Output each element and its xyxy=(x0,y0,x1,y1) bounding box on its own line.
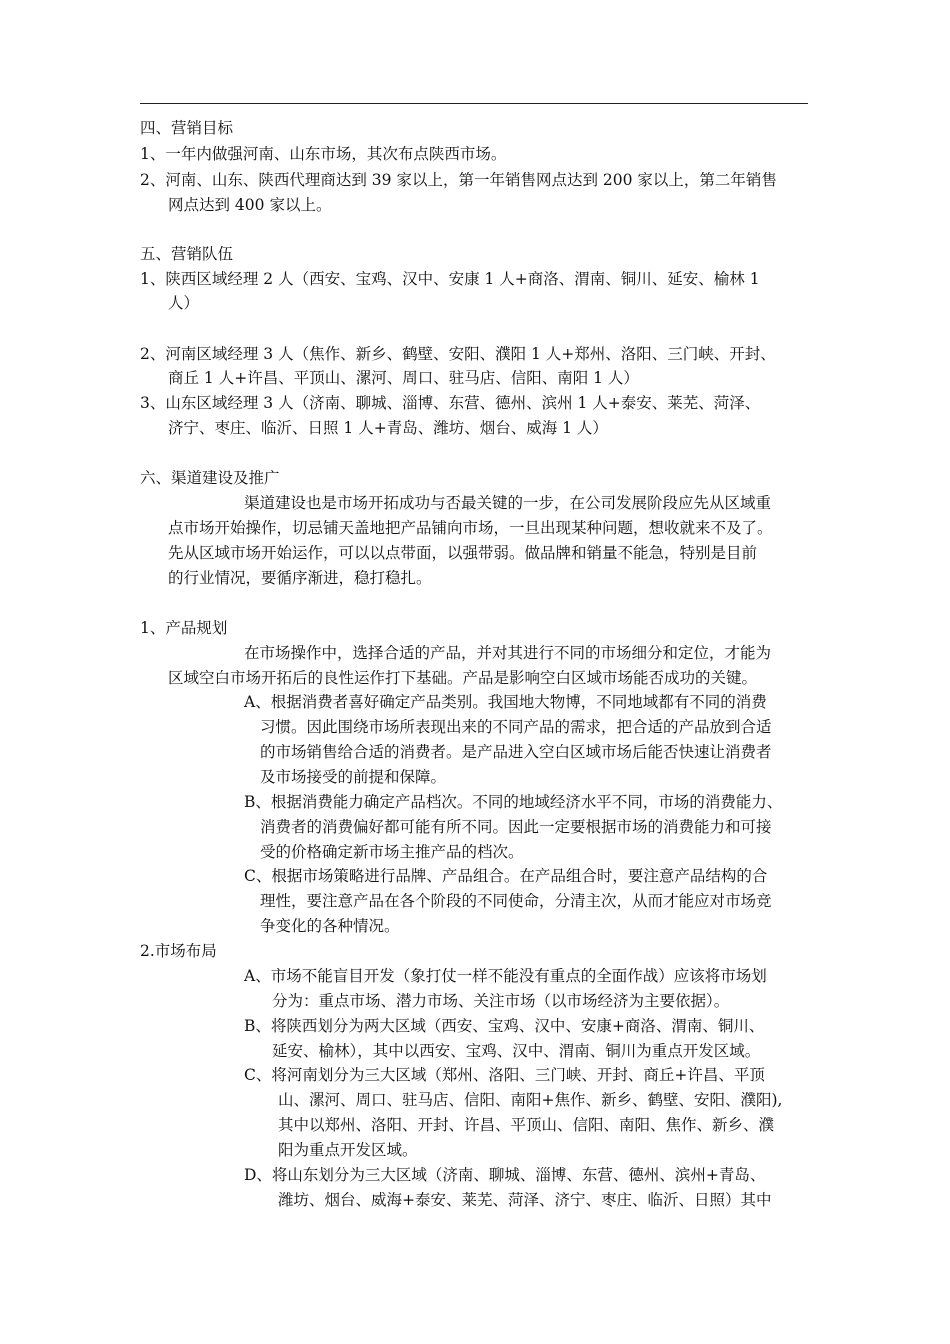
product-item-a-cont: 的市场销售给合适的消费者。是产品进入空白区域市场后能否快速让消费者 xyxy=(260,743,772,761)
product-item-c: C、根据市场策略进行品牌、产品组合。在产品组合时，要注意产品结构的合 xyxy=(244,867,768,885)
channel-intro-line-3: 先从区域市场开始运作，可以以点带面，以强带弱。做品牌和销量不能急，特别是目前 xyxy=(168,544,758,562)
product-intro-line-1: 在市场操作中，选择合适的产品，并对其进行不同的市场细分和定位，才能为 xyxy=(244,644,772,662)
product-item-b-cont: 受的价格确定新市场主推产品的档次。 xyxy=(260,843,524,861)
header-rule xyxy=(140,103,808,104)
product-item-b: B、根据消费能力确定产品档次。不同的地域经济水平不同，市场的消费能力、 xyxy=(244,793,783,811)
layout-item-a: A、市场不能盲目开发（象打仗一样不能没有重点的全面作战）应该将市场划 xyxy=(244,967,767,985)
product-item-c-cont: 争变化的各种情况。 xyxy=(260,917,400,935)
channel-intro-line-4: 的行业情况，要循序渐进，稳打稳扎。 xyxy=(168,569,432,587)
team-item-2: 2、河南区域经理 3 人（焦作、新乡、鹤壁、安阳、濮阳 1 人+郑州、洛阳、三门峡、开封、 xyxy=(140,345,776,363)
goal-item-2: 2、河南、山东、陕西代理商达到 39 家以上，第一年销售网点达到 200 家以上，第二年销售 xyxy=(140,171,777,189)
layout-item-a-cont: 分为：重点市场、潜力市场、关注市场（以市场经济为主要依据）。 xyxy=(272,992,730,1010)
layout-item-c: C、将河南划分为三大区域（郑州、洛阳、三门峡、开封、商丘+许昌、平顶 xyxy=(244,1066,765,1084)
layout-item-d-cont: 潍坊、烟台、威海+泰安、莱芜、菏泽、济宁、枣庄、临沂、日照）其中 xyxy=(278,1191,772,1209)
goal-item-1: 1、一年内做强河南、山东市场，其次布点陕西市场。 xyxy=(140,145,507,163)
section-heading-marketing-goals: 四、营销目标 xyxy=(140,119,234,137)
product-item-a-cont: 习惯。因此围绕市场所表现出来的不同产品的需求，把合适的产品放到合适 xyxy=(260,718,772,736)
product-item-a: A、根据消费者喜好确定产品类别。我国地大物博，不同地域都有不同的消费 xyxy=(244,693,767,711)
layout-item-c-cont: 阳为重点开发区域。 xyxy=(278,1141,418,1159)
goal-item-2-cont: 网点达到 400 家以上。 xyxy=(168,196,332,214)
team-item-3: 3、山东区域经理 3 人（济南、聊城、淄博、东营、德州、滨州 1 人+泰安、莱芜、菏泽、 xyxy=(140,394,761,412)
layout-item-d: D、将山东划分为三大区域（济南、聊城、淄博、东营、德州、滨州+青岛、 xyxy=(244,1166,766,1184)
team-item-1-cont: 人） xyxy=(168,294,200,312)
section-heading-channel: 六、渠道建设及推广 xyxy=(140,469,280,487)
layout-item-c-cont: 其中以郑州、洛阳、开封、许昌、平顶山、信阳、南阳、焦作、新乡、濮 xyxy=(278,1116,775,1134)
product-item-a-cont: 及市场接受的前提和保障。 xyxy=(260,768,447,786)
subheading-product-planning: 1、产品规划 xyxy=(140,619,228,637)
subheading-market-layout: 2.市场布局 xyxy=(140,942,217,960)
team-item-3-cont: 济宁、枣庄、临沂、日照 1 人+青岛、潍坊、烟台、威海 1 人） xyxy=(168,419,608,437)
layout-item-b-cont: 延安、榆林），其中以西安、宝鸡、汉中、渭南、铜川为重点开发区域。 xyxy=(272,1042,761,1060)
layout-item-b: B、将陕西划分为两大区域（西安、宝鸡、汉中、安康+商洛、渭南、铜川、 xyxy=(244,1017,765,1035)
product-item-b-cont: 消费者的消费偏好都可能有所不同。因此一定要根据市场的消费能力和可接 xyxy=(260,818,772,836)
channel-intro-line-2: 点市场开始操作，切忌铺天盖地把产品铺向市场，一旦出现某种问题，想收就来不及了。 xyxy=(168,519,773,537)
team-item-1: 1、陕西区域经理 2 人（西安、宝鸡、汉中、安康 1 人+商洛、渭南、铜川、延安、榆林 1 xyxy=(140,270,760,288)
product-intro-line-2: 区域空白市场开拓后的良性运作打下基础。产品是影响空白区域市场能否成功的关键。 xyxy=(168,669,758,687)
team-item-2-cont: 商丘 1 人+许昌、平顶山、漯河、周口、驻马店、信阳、南阳 1 人） xyxy=(168,369,639,387)
section-heading-marketing-team: 五、营销队伍 xyxy=(140,245,234,263)
product-item-c-cont: 理性，要注意产品在各个阶段的不同使命，分清主次，从而才能应对市场竞 xyxy=(260,892,772,910)
layout-item-c-cont: 山、漯河、周口、驻马店、信阳、南阳+焦作、新乡、鹤壁、安阳、濮阳), xyxy=(278,1091,783,1109)
channel-intro-line-1: 渠道建设也是市场开拓成功与否最关键的一步，在公司发展阶段应先从区域重 xyxy=(244,494,772,512)
